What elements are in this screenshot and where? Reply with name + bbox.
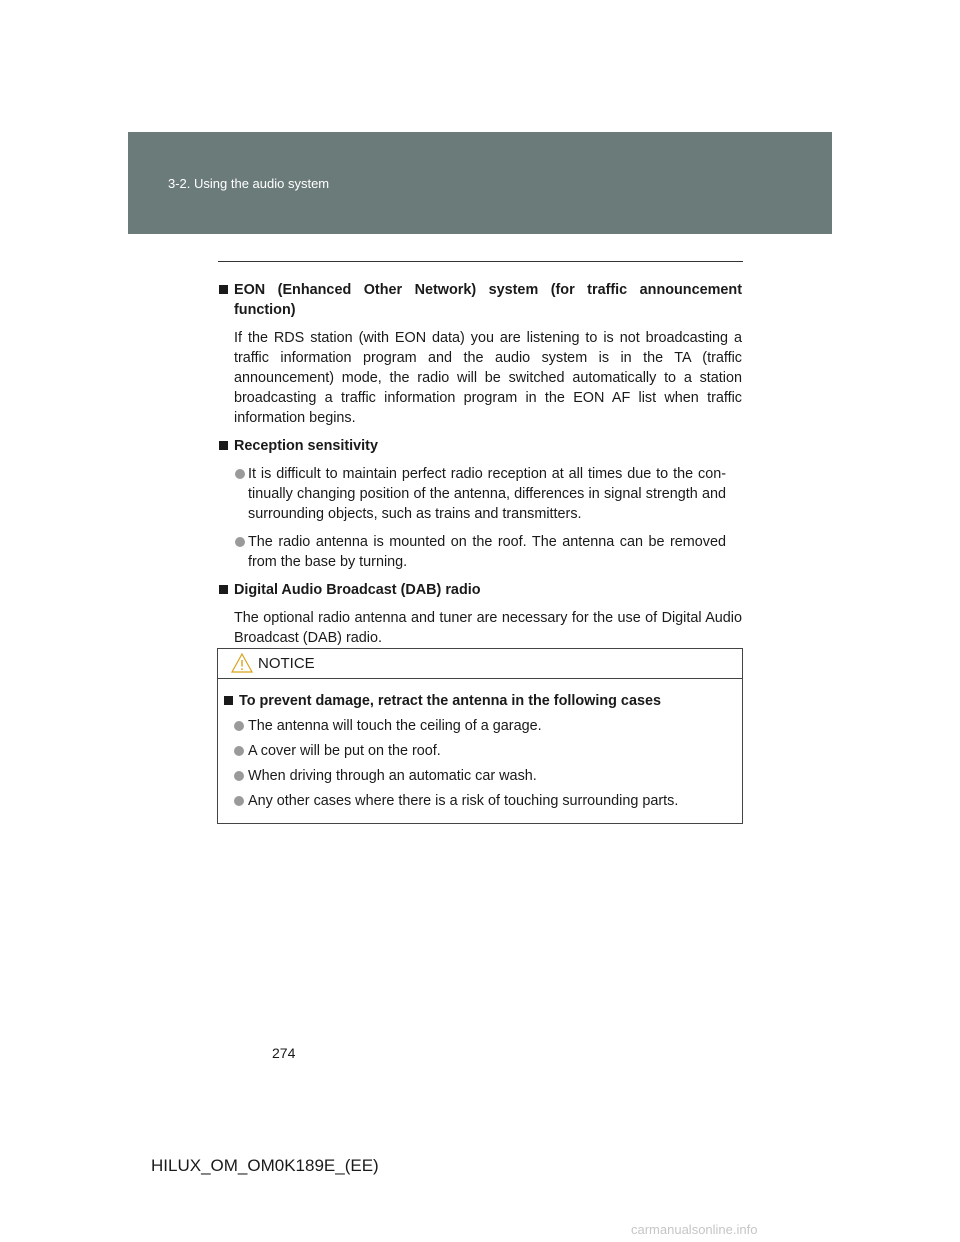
paragraph-dab: The optional radio antenna and tuner are necessary for the use of Digital Audio Broadcast (DAB) radio. — [234, 610, 742, 646]
heading-text: Digital Audio Broadcast (DAB) radio — [234, 582, 481, 598]
square-bullet-icon — [224, 696, 233, 705]
circle-bullet-icon — [234, 746, 244, 756]
circle-bullet-icon — [234, 796, 244, 806]
list-item — [218, 532, 726, 572]
notice-header — [218, 649, 742, 679]
document-code: HILUX_OM_OM0K189E_(EE) — [151, 1156, 379, 1175]
square-bullet-icon — [219, 585, 228, 594]
square-bullet-icon — [219, 285, 228, 294]
section-heading-reception — [218, 436, 742, 456]
circle-bullet-icon — [235, 537, 245, 547]
list-item-text: The antenna will touch the ceiling of a garage. — [248, 718, 542, 734]
list-item — [218, 716, 726, 736]
list-item — [218, 766, 726, 786]
list-item — [218, 741, 726, 761]
section-title: 3-2. Using the audio system — [168, 176, 330, 191]
section-heading-dab — [218, 580, 742, 600]
heading-text: To prevent damage, retract the antenna in the following cases — [239, 693, 661, 709]
list-item-text: Any other cases where there is a risk of touching surrounding parts. — [248, 793, 679, 809]
notice-heading — [218, 691, 742, 711]
list-item-text: The radio antenna is mounted on the roof. The antenna can be removed from the base by turning. — [248, 534, 726, 570]
paragraph-eon: If the RDS station (with EON data) you are listening to is not broadcasting a traffic information program and the audio system is in the TA (traffic announcement) mode, the radio will be switched automatically to a station broadcasting a traffic information program in the EON AF list when traffic information begins. — [234, 330, 742, 426]
square-bullet-icon — [219, 441, 228, 450]
section-header-band — [128, 132, 832, 234]
notice-body — [218, 679, 742, 811]
page-number: 274 — [272, 1045, 296, 1061]
list-item-text: When driving through an automatic car wash. — [248, 768, 537, 784]
heading-text: Reception sensitivity — [234, 438, 378, 454]
notice-title: NOTICE — [258, 655, 315, 672]
main-content — [218, 280, 742, 656]
list-item-text: It is difficult to maintain perfect radio reception at all times due to the con-tinually changing position of the antenna, differences in signal strength and surrounding objects, such as trains and transmitters. — [248, 466, 726, 522]
heading-text: EON (Enhanced Other Network) system (for traffic announcement function) — [234, 282, 742, 318]
list-item-text: A cover will be put on the roof. — [248, 743, 441, 759]
circle-bullet-icon — [234, 771, 244, 781]
list-item — [218, 791, 726, 811]
watermark: carmanualsonline.info — [631, 1222, 758, 1237]
section-divider — [218, 261, 743, 262]
warning-triangle-icon — [231, 653, 253, 673]
circle-bullet-icon — [235, 469, 245, 479]
list-item — [218, 464, 726, 524]
section-heading-eon — [218, 280, 742, 320]
notice-box — [217, 648, 743, 824]
circle-bullet-icon — [234, 721, 244, 731]
